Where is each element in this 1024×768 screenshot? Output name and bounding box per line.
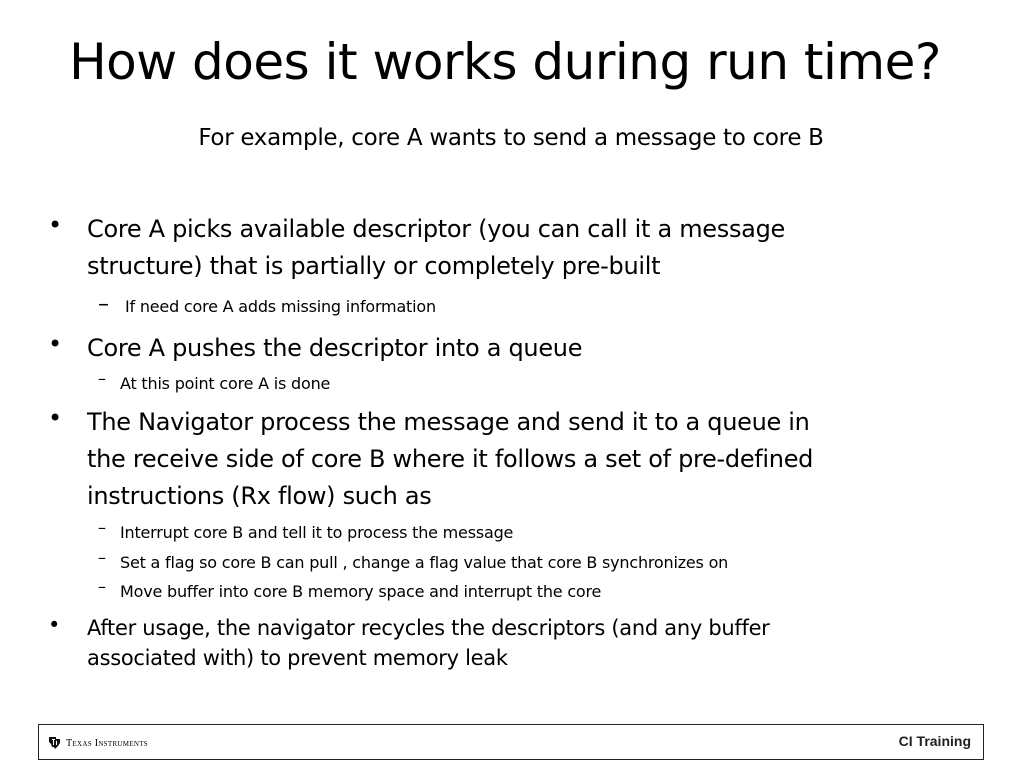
bullet-3-sub-2: Set a flag so core B can pull , change a flag value that core B synchronizes on [120, 553, 729, 572]
slide-subtitle: For example, core A wants to send a message to core B [198, 125, 824, 151]
ti-logo-text: Texas Instruments [66, 737, 148, 749]
bullet-marker: • [48, 404, 63, 432]
bullet-3-line-1: The Navigator process the message and send it to a queue in [87, 408, 810, 436]
bullet-1-line-1: Core A picks available descriptor (you can call it a message [87, 215, 785, 243]
bullet-4-line-1: After usage, the navigator recycles the descriptors (and any buffer [87, 616, 770, 640]
bullet-marker: • [48, 330, 63, 358]
footer-bar [38, 724, 984, 760]
ti-logo-icon [48, 736, 61, 750]
bullet-4-line-2: associated with) to prevent memory leak [87, 646, 508, 670]
sub-bullet-dash: – [98, 369, 106, 388]
sub-bullet-dash: – [98, 518, 106, 537]
sub-bullet-dash: – [98, 292, 109, 317]
footer-label: CI Training [898, 733, 971, 749]
bullet-marker: • [48, 211, 63, 239]
bullet-1-sub-1: If need core A adds missing information [125, 297, 436, 316]
bullet-marker: • [48, 613, 61, 637]
bullet-3-sub-3: Move buffer into core B memory space and interrupt the core [120, 582, 602, 601]
bullet-3-line-3: instructions (Rx flow) such as [87, 482, 432, 510]
bullet-2-line-1: Core A pushes the descriptor into a queue [87, 334, 583, 362]
bullet-3-line-2: the receive side of core B where it follows a set of pre-defined [87, 445, 814, 473]
sub-bullet-dash: – [98, 548, 106, 567]
sub-bullet-dash: – [98, 577, 106, 596]
bullet-3-sub-1: Interrupt core B and tell it to process the message [120, 523, 514, 542]
bullet-1-line-2: structure) that is partially or completely pre-built [87, 252, 661, 280]
bullet-2-sub-1: At this point core A is done [120, 374, 331, 393]
ti-logo [48, 735, 148, 751]
slide-title: How does it works during run time? [69, 33, 941, 91]
